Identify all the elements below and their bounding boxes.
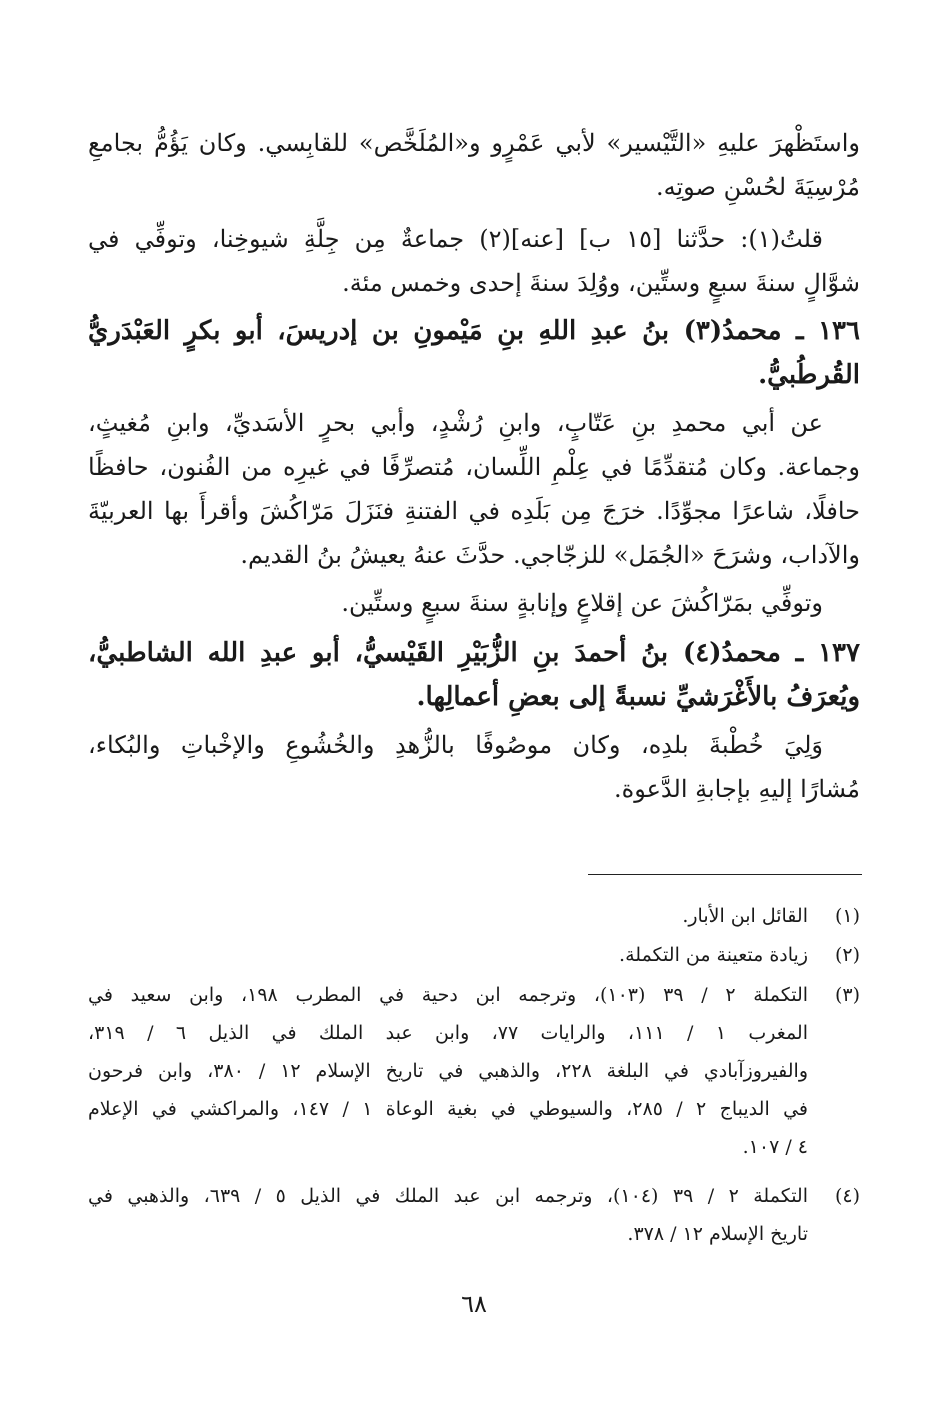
entry-heading-136-cont: القُرطُبيُّ. [758,360,860,390]
body-line: وجماعة. وكان مُتقدِّمًا في عِلْمِ اللِّسان، مُتصرِّفًا في غيرِه من الفُنون، حافظًا [88,453,860,481]
footnote-number: (٤) [834,1185,860,1207]
body-line: قلتُ(١): حدَّثنا [١٥ ب] [عنه](٢) جماعةٌ مِن جِلَّةِ شيوخِنا، وتوفِّي في [88,225,823,253]
footnote-number: (٣) [834,984,860,1006]
footnote-text: زيادة متعينة من التكملة. [619,944,808,966]
footnote-text: التكملة ٢ / ٣٩ (١٠٣)، وترجمه ابن دحية في المطرب ١٩٨، وابن سعيد في [88,984,808,1006]
footnote-text: التكملة ٢ / ٣٩ (١٠٤)، وترجمه ابن عبد الملك في الذيل ٥ / ٦٣٩، والذهبي في [88,1185,808,1207]
entry-heading-137-cont: ويُعرَفُ بالأَغْرَشيِّ نسبةً إلى بعضِ أعمالِها. [416,682,860,712]
footnote-number: (٢) [834,944,860,966]
footnote-text: القائل ابن الأبار. [682,905,808,927]
footnote-separator [588,874,862,875]
body-line: حافلًا، شاعرًا مجوِّدًا. خرَجَ مِن بَلَدِه في الفتنةِ فنَزَلَ مَرّاكُشَ وأقرأَ بها العربيّةَ [88,497,860,525]
entry-heading-136: ١٣٦ ـ محمدُ(٣) بنُ عبدِ اللهِ بنِ مَيْمونِ بن إدريسَ، أبو بكرٍ العَبْدَريُّ [88,316,860,346]
body-line: مُرْسِيَةَ لحُسْنِ صوتِه. [655,173,860,201]
footnote-text: في الديباج ٢ / ٢٨٥، والسيوطي في بغية الوعاة ١ / ١٤٧، والمراكشي في الإعلام [88,1098,808,1120]
body-line: عن أبي محمدِ بنِ عَتّابٍ، وابنِ رُشْدٍ، وأبي بحرٍ الأسَديِّ، وابنِ مُغيثٍ، [88,409,823,437]
body-line: وَلِيَ خُطْبةَ بلدِه، وكان موصُوفًا بالزُّهدِ والخُشُوعِ والإخْباتِ والبُكاء، [88,731,823,759]
body-line: مُشارًا إليهِ بإجابةِ الدَّعوة. [614,775,860,803]
body-line: شوَّالٍ سنةَ سبعٍ وستِّين، ووُلِدَ سنةَ إحدى وخمس مئة. [342,269,860,297]
footnote-text: تاريخ الإسلام ١٢ / ٣٧٨. [627,1223,808,1245]
footnote-text: المغرب ١ / ١١١، والرايات ٧٧، وابن عبد الملك في الذيل ٦ / ٣١٩، [88,1022,808,1044]
body-line: والآداب، وشرَحَ «الجُمَل» للزجّاجي. حدَّثَ عنهُ يعيشُ بنُ القديم. [240,541,860,569]
body-line: واستَظْهرَ عليهِ «التَّيْسير» لأبي عَمْرٍو و«المُلَخَّص» للقابِسي. وكان يَؤُمُّ بجامعِ [88,129,860,157]
footnote-number: (١) [834,905,860,927]
footnote-text: ٤ / ١٠٧. [742,1136,808,1158]
entry-heading-137: ١٣٧ ـ محمدُ(٤) بنُ أحمدَ بنِ الزُّبَيْرِ القَيْسيُّ، أبو عبدِ الله الشاطبيُّ، [88,638,860,668]
body-line: وتوفِّي بمَرّاكُشَ عن إقلاعٍ وإنابةٍ سنةَ سبعٍ وستِّين. [341,589,823,617]
page-number: ٦٨ [461,1290,487,1318]
footnote-text: والفيروزآبادي في البلغة ٢٢٨، والذهبي في تاريخ الإسلام ١٢ / ٣٨٠، وابن فرحون [88,1060,808,1082]
